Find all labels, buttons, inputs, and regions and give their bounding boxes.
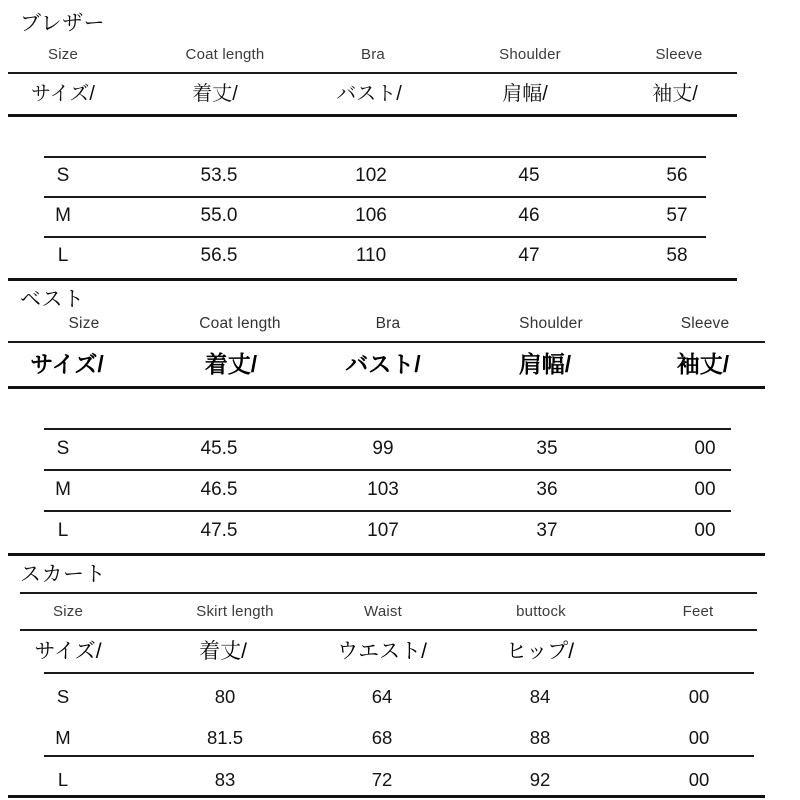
col-header-jp-sleeve: 袖丈/ xyxy=(652,83,698,105)
section-title-skirt: スカート xyxy=(20,563,106,586)
cell-shoulder: 37 xyxy=(536,520,558,541)
cell-coat-length: 45.5 xyxy=(200,438,238,459)
col-header-sleeve: Sleeve xyxy=(655,46,703,63)
cell-sleeve: 00 xyxy=(694,520,716,541)
col-header-jp-shoulder: 肩幅/ xyxy=(518,351,572,377)
cell-skirt-length: 80 xyxy=(214,686,236,707)
col-header-sleeve: Sleeve xyxy=(680,315,730,332)
rule-under-skirt-title xyxy=(20,592,757,594)
cell-shoulder: 45 xyxy=(518,165,540,186)
cell-coat-length: 55.0 xyxy=(200,205,238,226)
cell-sleeve: 58 xyxy=(666,245,688,266)
cell-size: L xyxy=(57,769,69,790)
cell-bra: 99 xyxy=(372,438,394,459)
col-header-jp-sleeve: 袖丈/ xyxy=(676,351,730,377)
col-header-jp-waist: ウエスト/ xyxy=(337,640,427,663)
cell-bra: 106 xyxy=(355,205,387,226)
rule-above-row-l-vest xyxy=(44,510,731,512)
col-header-feet: Feet xyxy=(682,603,714,620)
cell-bra: 102 xyxy=(355,165,387,186)
rule-above-row-s-skirt xyxy=(44,672,754,674)
cell-sleeve: 56 xyxy=(666,165,688,186)
rule-under-japanese-header-vest xyxy=(8,386,765,389)
cell-size: M xyxy=(55,479,71,500)
col-header-jp-length: 着丈/ xyxy=(204,351,258,377)
col-header-size: Size xyxy=(48,46,78,63)
col-header-coat-length: Coat length xyxy=(185,46,265,63)
cell-bra: 110 xyxy=(355,245,387,266)
col-header-skirt-length: Skirt length xyxy=(196,603,274,620)
cell-feet: 00 xyxy=(688,769,710,790)
col-header-jp-shoulder: 肩幅/ xyxy=(502,83,548,105)
rule-above-row-m-vest xyxy=(44,469,731,471)
section-title-vest: ベスト xyxy=(20,288,85,311)
rule-under-english-header-skirt xyxy=(20,629,757,631)
col-header-bra: Bra xyxy=(375,315,401,332)
cell-feet: 00 xyxy=(688,727,710,748)
cell-shoulder: 36 xyxy=(536,479,558,500)
cell-shoulder: 35 xyxy=(536,438,558,459)
col-header-size: Size xyxy=(53,603,83,620)
rule-above-row-l-skirt xyxy=(44,755,754,757)
cell-waist: 72 xyxy=(371,769,393,790)
cell-size: L xyxy=(57,245,69,266)
cell-bra: 103 xyxy=(367,479,399,500)
cell-shoulder: 46 xyxy=(518,205,540,226)
col-header-coat-length: Coat length xyxy=(199,315,281,332)
cell-waist: 64 xyxy=(371,686,393,707)
col-header-jp-size: サイズ/ xyxy=(31,83,95,105)
cell-buttock: 84 xyxy=(529,686,551,707)
section-divider-blazer-vest xyxy=(8,278,737,281)
cell-size: S xyxy=(56,686,70,707)
rule-above-row-s-vest xyxy=(44,428,731,430)
cell-buttock: 88 xyxy=(529,727,551,748)
cell-size: M xyxy=(55,727,71,748)
cell-feet: 00 xyxy=(688,686,710,707)
cell-skirt-length: 81.5 xyxy=(206,727,244,748)
cell-sleeve: 00 xyxy=(694,479,716,500)
col-header-jp-length: 着丈/ xyxy=(199,640,247,663)
cell-shoulder: 47 xyxy=(518,245,540,266)
col-header-bra: Bra xyxy=(361,46,385,63)
col-header-size: Size xyxy=(68,315,100,332)
col-header-jp-bust: バスト/ xyxy=(336,83,402,105)
col-header-jp-bust: バスト/ xyxy=(345,351,421,377)
cell-size: L xyxy=(57,520,69,541)
cell-sleeve: 00 xyxy=(694,438,716,459)
cell-waist: 68 xyxy=(371,727,393,748)
rule-bottom-skirt xyxy=(8,795,765,798)
cell-coat-length: 56.5 xyxy=(200,245,238,266)
cell-buttock: 92 xyxy=(529,769,551,790)
col-header-buttock: buttock xyxy=(516,603,566,620)
rule-above-row-s-blazer xyxy=(44,156,706,158)
rule-under-english-header-blazer xyxy=(8,72,737,74)
cell-size: M xyxy=(55,205,71,226)
col-header-shoulder: Shoulder xyxy=(519,315,583,332)
cell-bra: 107 xyxy=(367,520,399,541)
rule-above-row-m-blazer xyxy=(44,196,706,198)
col-header-jp-size: サイズ/ xyxy=(34,640,102,663)
cell-skirt-length: 83 xyxy=(214,769,236,790)
cell-coat-length: 46.5 xyxy=(200,479,238,500)
col-header-shoulder: Shoulder xyxy=(499,46,561,63)
col-header-jp-hip: ヒップ/ xyxy=(505,640,575,663)
col-header-jp-length: 着丈/ xyxy=(192,83,238,105)
cell-sleeve: 57 xyxy=(666,205,688,226)
rule-above-row-l-blazer xyxy=(44,236,706,238)
rule-under-english-header-vest xyxy=(8,341,765,343)
cell-coat-length: 53.5 xyxy=(200,165,238,186)
cell-size: S xyxy=(56,165,70,186)
section-title-blazer: ブレザー xyxy=(20,12,106,35)
rule-under-japanese-header-blazer xyxy=(8,114,737,117)
cell-size: S xyxy=(56,438,70,459)
cell-coat-length: 47.5 xyxy=(200,520,238,541)
col-header-waist: Waist xyxy=(364,603,402,620)
section-divider-vest-skirt xyxy=(8,553,765,556)
col-header-jp-size: サイズ/ xyxy=(30,351,104,377)
